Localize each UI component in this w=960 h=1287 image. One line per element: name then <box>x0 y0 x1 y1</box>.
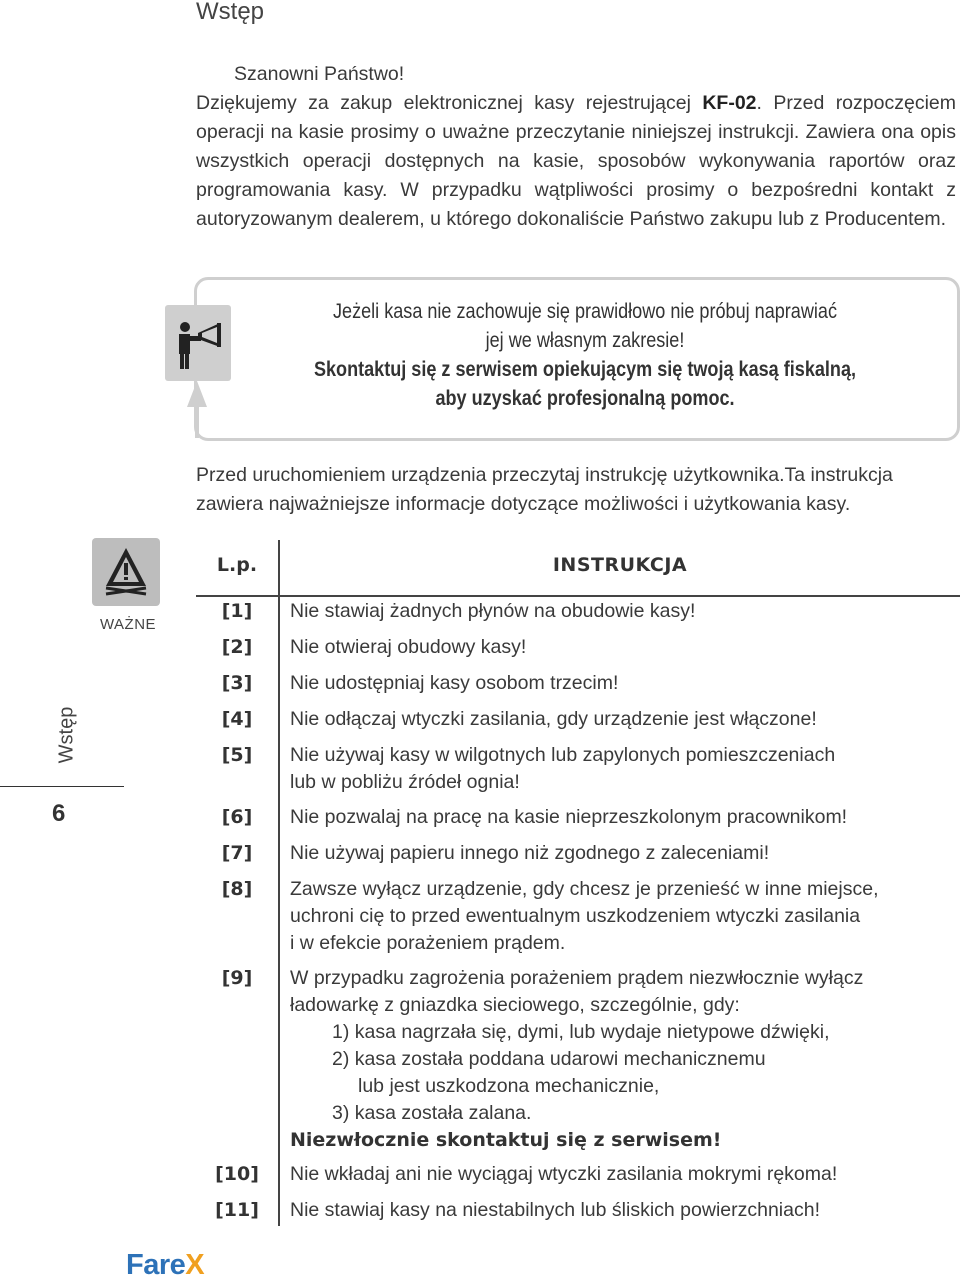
row-subitem: 2) kasa została poddana udarowi mechanicznemu <box>332 1048 766 1070</box>
notice-line-3: Skontaktuj się z serwisem opiekującym się twoją kasą fiskalną, <box>313 358 857 381</box>
row-number: [3] <box>221 672 253 694</box>
row-line: Nie wkładaj ani nie wyciągaj wtyczki zasilania mokrymi rękoma! <box>290 1163 838 1185</box>
row-number: [11] <box>215 1199 259 1221</box>
row-line: i w efekcie porażeniem prądem. <box>290 932 566 954</box>
row-number: [4] <box>221 708 253 730</box>
row-text <box>290 1197 950 1224</box>
intro-part-1: Dziękujemy za zakup elektronicznej kasy rejestrującej <box>196 92 703 114</box>
row-text <box>290 876 950 957</box>
row-text <box>290 706 950 733</box>
row-subitem: lub jest uszkodzona mechanicznie, <box>358 1075 660 1097</box>
logo-accent: X <box>185 1249 205 1281</box>
row-text <box>290 840 950 867</box>
notice-line-1: Jeżeli kasa nie zachowuje się prawidłowo nie próbuj naprawiać <box>333 300 837 323</box>
side-divider <box>0 786 124 787</box>
greeting: Szanowni Państwo! <box>234 63 405 85</box>
row-number: [6] <box>221 806 253 828</box>
megaphone-person-icon <box>165 305 231 381</box>
row-text <box>290 598 950 625</box>
intro-paragraph <box>196 89 956 234</box>
row-line: Nie używaj kasy w wilgotnych lub zapylonych pomieszczeniach <box>290 744 836 766</box>
row-line: Nie udostępniaj kasy osobom trzecim! <box>290 672 619 694</box>
row-text <box>290 634 950 661</box>
row-number: [7] <box>221 842 253 864</box>
row-line: W przypadku zagrożenia porażeniem prądem niezwłocznie wyłącz <box>290 967 864 989</box>
row-subitem: 3) kasa została zalana. <box>332 1102 532 1124</box>
row-number: [8] <box>221 878 253 900</box>
row-number: [2] <box>221 636 253 658</box>
logo-text: Fare <box>126 1249 186 1281</box>
row-subitem: 1) kasa nagrzała się, dymi, lub wydaje nietypowe dźwięki, <box>332 1021 830 1043</box>
row-emphasis: Niezwłocznie skontaktuj się z serwisem! <box>290 1129 722 1151</box>
prestart-text: Przed uruchomieniem urządzenia przeczytaj instrukcję użytkownika.Ta instrukcja zawiera najważniejsze informacje dotyczące możliwości i użytkowania kasy. <box>196 464 893 515</box>
notice-text <box>240 297 930 413</box>
table-header-lp: L.p. <box>216 554 258 576</box>
intro-part-2: . Przed rozpoczęciem operacji na kasie prosimy o uważne przeczytanie niniejszej instrukcji. Zawiera ona opis wszystkich operacji dostępnych na kasie, sposobów wykonywania raportów oraz programowania kasy. W przypadku wątpliwości prosimy o bezpośredni kontakt z autoryzowanym dealerem, u którego dokonaliście Państwo zakupu lub z Producentem. <box>196 92 956 230</box>
row-text <box>290 670 950 697</box>
row-line: lub w pobliżu źródeł ognia! <box>290 771 520 793</box>
row-line: Nie używaj papieru innego niż zgodnego z zaleceniami! <box>290 842 770 864</box>
row-line: Zawsze wyłącz urządzenie, gdy chcesz je przenieść w inne miejsce, <box>290 878 879 900</box>
row-number: [10] <box>215 1163 259 1185</box>
warning-label: WAŻNE <box>99 616 157 633</box>
table-header-divider <box>196 595 960 597</box>
farex-logo <box>126 1249 204 1282</box>
row-text <box>290 742 950 796</box>
side-section-label <box>50 700 84 770</box>
row-number: [5] <box>221 744 253 766</box>
model-name: KF-02 <box>702 92 757 114</box>
table-header-instr: INSTRUKCJA <box>552 554 688 576</box>
row-text <box>290 1161 950 1188</box>
row-line: Nie stawiaj żadnych płynów na obudowie kasy! <box>290 600 696 622</box>
table-column-divider <box>278 540 280 1226</box>
side-section-text: Wstęp <box>55 706 78 764</box>
page-number: 6 <box>52 800 66 827</box>
row-line: Nie stawiaj kasy na niestabilnych lub śliskich powierzchniach! <box>290 1199 820 1221</box>
row-text <box>290 965 950 1154</box>
row-line: uchroni cię to przed ewentualnym uszkodzeniem wtyczki zasilania <box>290 905 861 927</box>
row-number: [9] <box>221 967 253 989</box>
notice-pointer-arrow <box>187 381 207 407</box>
notice-pointer-stem <box>195 404 199 438</box>
notice-line-2: jej we własnym zakresie! <box>485 329 685 352</box>
row-text <box>290 804 950 831</box>
row-line: Nie otwieraj obudowy kasy! <box>290 636 527 658</box>
intro-text <box>196 60 956 234</box>
page-title: Wstęp <box>196 0 265 25</box>
notice-line-4: aby uzyskać profesjonalną pomoc. <box>435 387 735 410</box>
row-number: [1] <box>221 600 253 622</box>
row-line: ładowarkę z gniazdka sieciowego, szczególnie, gdy: <box>290 994 740 1016</box>
warning-triangle-icon <box>92 538 160 606</box>
row-line: Nie odłączaj wtyczki zasilania, gdy urządzenie jest włączone! <box>290 708 817 730</box>
row-line: Nie pozwalaj na pracę na kasie nieprzeszkolonym pracownikom! <box>290 806 848 828</box>
